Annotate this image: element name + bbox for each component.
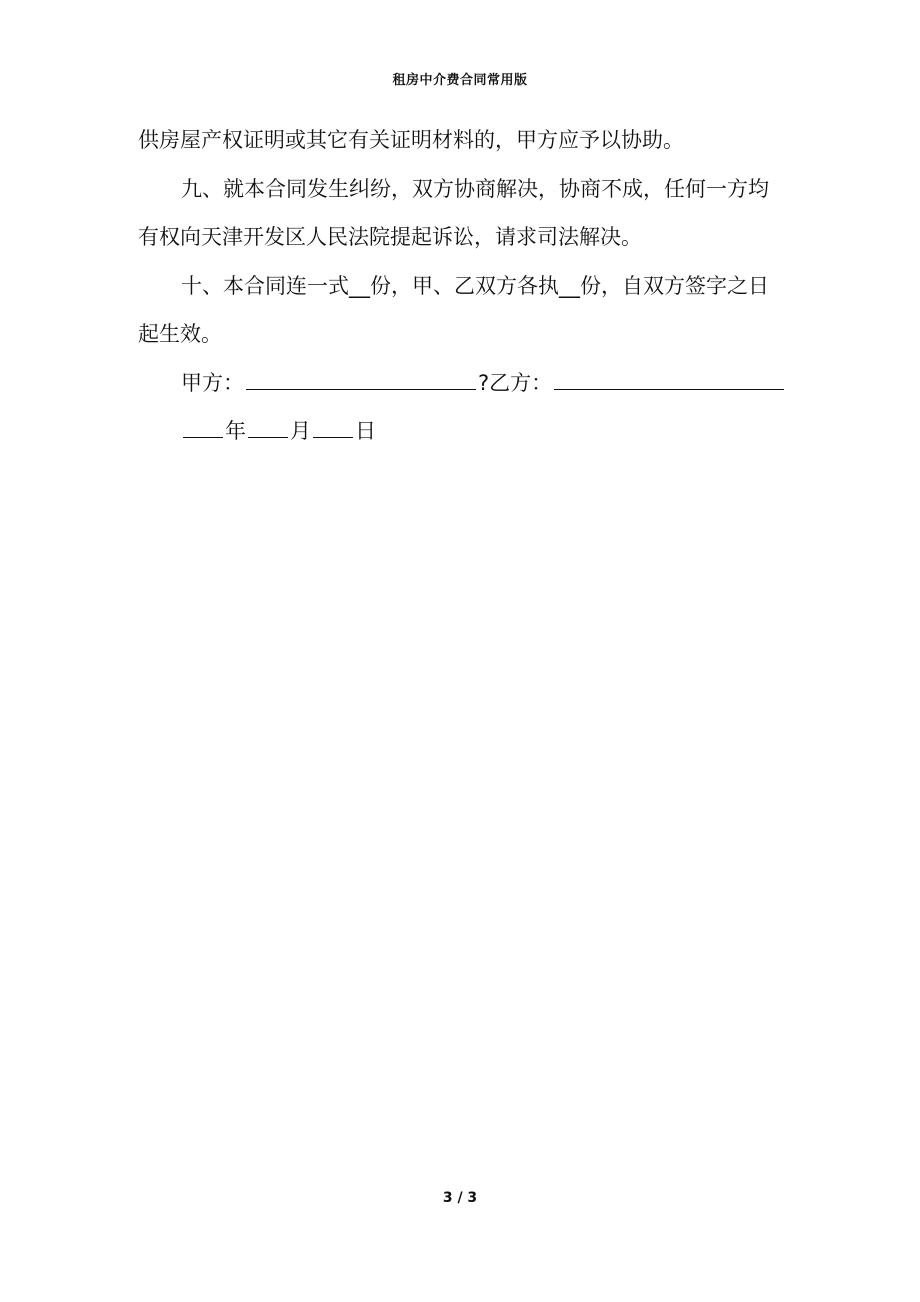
date-year-label: 年 [225,419,246,443]
party-b-signature-blank [554,388,784,390]
party-a-label: 甲方： [181,370,244,395]
clause-9-line-1: 九、就本合同发生纠纷，双方协商解决，协商不成，任何一方均 [181,176,769,201]
party-b-label: ?乙方： [478,370,553,395]
page-number: 3 / 3 [442,1190,478,1206]
signature-line [138,359,788,408]
clause-10-line-2: 起生效。 [138,322,222,346]
page-header-title: 租房中介费合同常用版 [392,73,528,88]
clause-10-line-1: 十、本合同连一式__份，甲、乙双方各执__份，自双方签字之日 [181,273,769,298]
party-a-signature-blank [246,388,476,390]
date-month-label: 月 [290,419,311,443]
document-body [138,116,788,456]
month-blank [248,436,288,438]
date-day-label: 日 [355,419,376,443]
day-blank [313,436,353,438]
year-blank [183,436,223,438]
clause-9-line-2: 有权向天津开发区人民法院提起诉讼，请求司法解决。 [138,225,642,249]
date-line [138,407,788,456]
paragraph-continuation: 供房屋产权证明或其它有关证明材料的，甲方应予以协助。 [138,128,684,152]
